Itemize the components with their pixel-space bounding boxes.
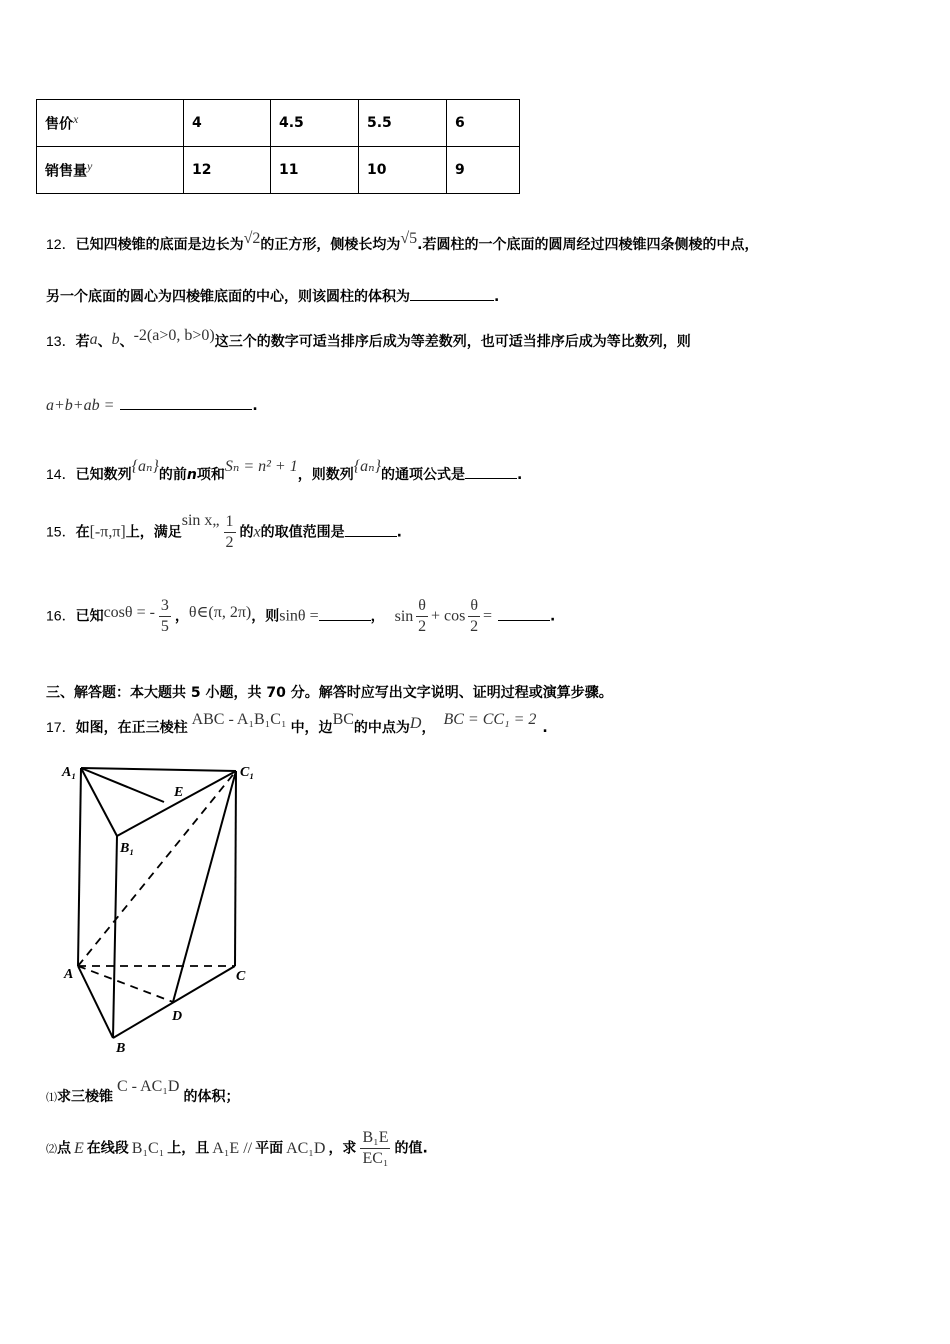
label-d: D — [172, 1009, 183, 1024]
label-b: B — [116, 1041, 126, 1056]
fraction-half-theta: $\frac{\theta}{2}$ — [418, 597, 427, 635]
edge-b1-c1 — [117, 771, 236, 836]
section-3-heading: 三、解答题：本大题共 5 小题，共 70 分。解答时应写出文字说明、证明过程或演算步骤。 — [46, 685, 613, 701]
question-17-part-2: ⑵点 E 在线段 B₁C₁ 上，且 A₁E // 平面 AC₁D ，求 $\frac{\text{B₁E}}{\text{EC₁}}$ 的值. — [46, 1129, 428, 1167]
table-row — [37, 100, 520, 147]
row-label-sales: 销售量$^y$ — [37, 147, 184, 194]
question-16: 16．已知cosθ = - $\frac{3}{5}$ ，θ∈(π, 2π)，则sinθ = ， sin $\frac{\theta}{2}$ + cos $\frac{\theta}{2}$ = . — [46, 597, 556, 635]
question-14: 14．已知数列{aₙ}的前n项和Sₙ = n² + 1，则数列{aₙ}的通项公式是 . — [46, 458, 523, 483]
edge-a1-a — [78, 768, 81, 966]
row-label-price: 售价$^x$ — [37, 100, 184, 147]
label-c: C — [236, 969, 246, 984]
edge-a1-e — [81, 768, 164, 802]
answer-blank[interactable] — [465, 464, 517, 479]
cell: 6 — [447, 100, 520, 147]
table-row — [37, 147, 520, 194]
fraction-half-theta: $\frac{\theta}{2}$ — [470, 597, 479, 635]
question-15: 15．在[-π,π]上，满足sin x„ $\frac{1}{2}$ 的x的取值范围是 . — [46, 511, 402, 551]
edge-a-c1-hidden — [78, 771, 236, 966]
label-a1: A₁ — [62, 765, 77, 780]
fraction-three-fifths: $\frac{3}{5}$ — [160, 597, 169, 635]
question-13-line-2: a+b+ab = . — [46, 397, 258, 414]
answer-blank[interactable] — [319, 606, 371, 621]
edge-a1-b1 — [81, 768, 117, 836]
cell: 10 — [359, 147, 447, 194]
price-sales-table — [36, 99, 520, 194]
label-b1: B₁ — [120, 841, 135, 856]
fraction-b1e-ec1: $\frac{\text{B₁E}}{\text{EC₁}}$ — [362, 1129, 389, 1167]
cell: 11 — [271, 147, 359, 194]
answer-blank[interactable] — [120, 395, 252, 410]
edge-b1-b — [113, 836, 117, 1038]
edge-a1-c1 — [81, 768, 236, 771]
label-c1: C₁ — [240, 765, 255, 780]
cell: 4 — [184, 100, 271, 147]
answer-blank[interactable] — [498, 606, 550, 621]
fraction-one-half: $\frac{1}{2}$ — [225, 513, 234, 551]
label-a: A — [64, 967, 74, 982]
label-e: E — [174, 785, 184, 800]
edge-c1-c — [235, 771, 236, 966]
question-12-line-1: 12．已知四棱锥的底面是边长为√2的正方形，侧棱长均为√5.若圆柱的一个底面的圆周经过四棱锥四条侧棱的中点， — [46, 230, 759, 253]
cell: 9 — [447, 147, 520, 194]
question-13-line-1: 13．若a、b、-2(a>0, b>0)这三个的数字可适当排序后成为等差数列，也可适当排序后成为等比数列，则 — [46, 327, 691, 350]
question-12-line-2: 另一个底面的圆心为四棱锥底面的中心，则该圆柱的体积为 . — [46, 286, 499, 306]
answer-blank[interactable] — [345, 522, 397, 537]
prism-figure — [60, 758, 270, 1058]
edge-c1-d — [173, 771, 236, 1002]
question-17-part-1: ⑴求三棱锥C - AC₁D的体积； — [46, 1078, 240, 1105]
answer-blank[interactable] — [410, 286, 494, 301]
cell: 5.5 — [359, 100, 447, 147]
question-17: 17．如图，在正三棱柱 ABC - A₁B₁C₁ 中，边BC的中点为D， BC = CC₁ = 2 . — [46, 711, 548, 736]
cell: 4.5 — [271, 100, 359, 147]
cell: 12 — [184, 147, 271, 194]
